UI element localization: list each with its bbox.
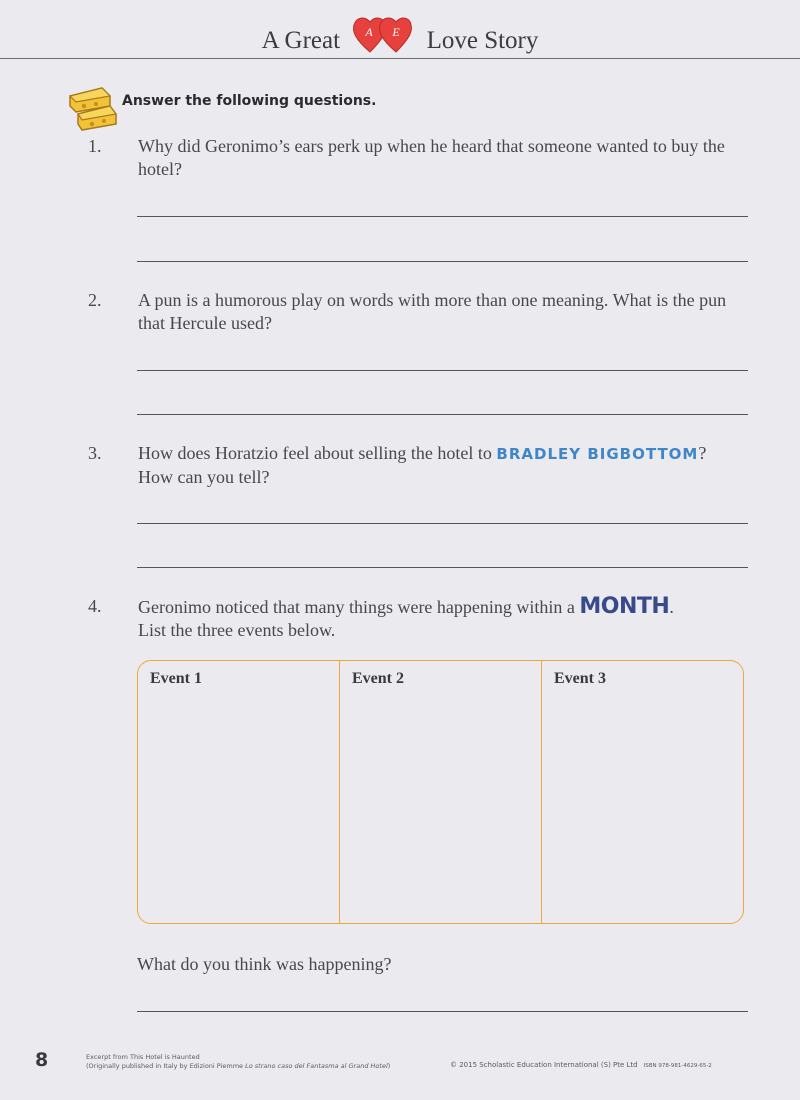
answer-line[interactable] (137, 567, 748, 568)
answer-line[interactable] (137, 370, 748, 371)
heart-letter-a: A (365, 25, 373, 39)
answer-line[interactable] (137, 216, 748, 217)
excerpt-credit (86, 1053, 446, 1071)
question-number: 1. (88, 136, 102, 156)
keyword-bradley-bigbottom: BRADLEY BIGBOTTOM (496, 445, 699, 463)
page-title (0, 14, 800, 55)
page-header (0, 0, 800, 59)
page-number: 8 (35, 1049, 49, 1071)
hearts-icon (352, 14, 414, 54)
title-left: A Great (261, 27, 341, 54)
event-cell-3[interactable] (542, 661, 743, 923)
excerpt-line-1: Excerpt from This Hotel is Haunted (86, 1053, 200, 1061)
question-text (138, 442, 738, 489)
answer-line[interactable] (137, 414, 748, 415)
answer-line[interactable] (137, 261, 748, 262)
heart-letter-e: E (392, 25, 400, 39)
event-cell-2[interactable] (340, 661, 542, 923)
question-text: Why did Geronimo’s ears perk up when he heard that someone wanted to buy the hotel? (138, 136, 725, 179)
keyword-month: MONTH (579, 594, 670, 619)
cheese-icon (66, 84, 118, 134)
question-text-line2: How can you tell? (138, 467, 270, 487)
question-text-end: ? (698, 443, 707, 463)
question-text-start: Geronimo noticed that many things were happening within a (138, 597, 575, 617)
events-table (137, 660, 744, 924)
question-text-line2: List the three events below. (138, 620, 336, 640)
question-text-end: . (669, 597, 674, 617)
question-number: 2. (88, 290, 102, 310)
question-number: 4. (88, 596, 102, 616)
followup-question: What do you think was happening? (137, 954, 392, 974)
event-label-2: Event 2 (352, 670, 404, 687)
section-title: Answer the following questions. (122, 93, 377, 109)
copyright (450, 1061, 712, 1069)
event-label-3: Event 3 (554, 670, 606, 687)
title-right: Love Story (426, 27, 539, 54)
question-text: A pun is a humorous play on words with more than one meaning. What is the pun that Hercule used? (138, 290, 727, 333)
question-text (138, 595, 738, 642)
answer-line[interactable] (137, 523, 748, 524)
question-number: 3. (88, 443, 102, 463)
copyright-text: © 2015 Scholastic Education International (S) Pte Ltd (450, 1061, 638, 1069)
event-label-1: Event 1 (150, 670, 202, 687)
question-text-start: How does Horatzio feel about selling the hotel to (138, 443, 492, 463)
excerpt-line-2: (Originally published in Italy by Edizioni Piemme Lo strano caso del Fantasma al Grand Hotel) (86, 1062, 391, 1070)
answer-line[interactable] (137, 1011, 748, 1012)
event-cell-1[interactable] (138, 661, 340, 923)
isbn: ISBN 978-981-4629-65-2 (643, 1063, 712, 1069)
